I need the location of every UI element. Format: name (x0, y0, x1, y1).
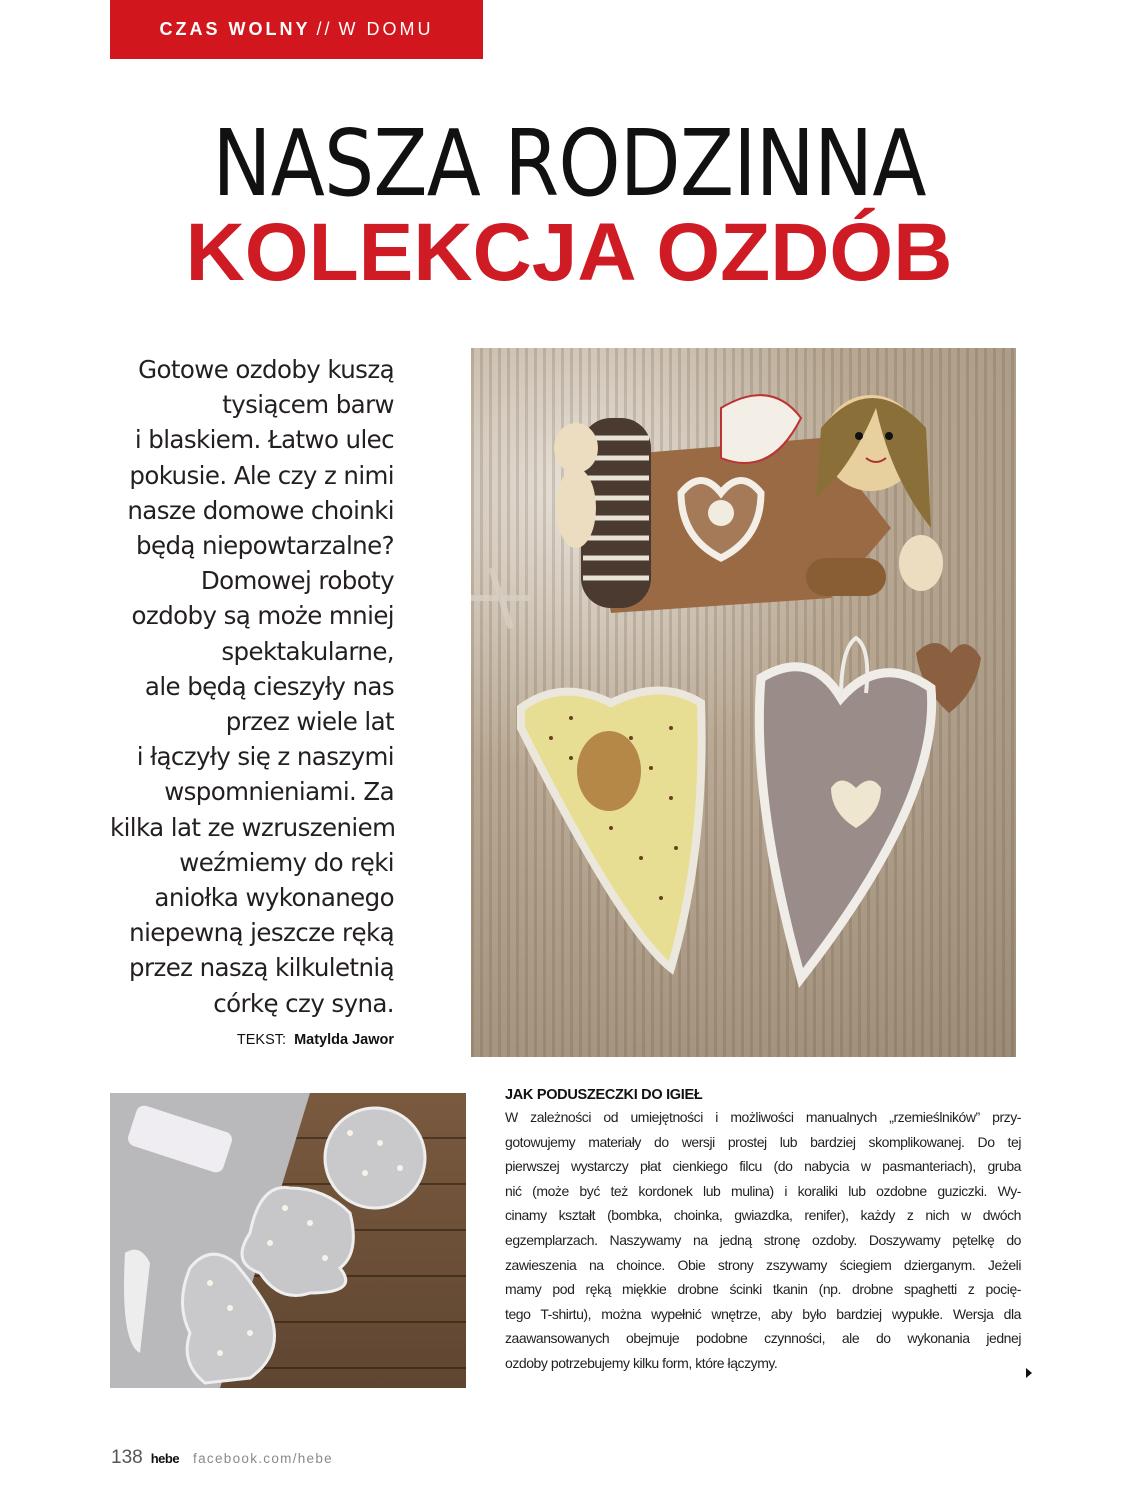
headline-line-1: NASZA RODZINNA (212, 110, 926, 217)
lead-line: pokusie. Ale czy z nimi (129, 460, 394, 490)
lead-line: aniołka wykonanego (154, 883, 394, 913)
sidebar-box-title: JAK PODUSZECZKI DO IGIEŁ (505, 1087, 703, 1103)
body-line: mamy pod ręką miękkie drobne ścinki tkanin (np. drobne spaghetti z pocię- (505, 1281, 1021, 1298)
main-photo (471, 348, 1016, 1057)
continue-arrow-icon (1026, 1368, 1032, 1378)
lead-line: nasze domowe choinki (127, 495, 394, 525)
body-line: pierwszej wystarczy płat cienkiego filcu (do nabycia w pasmanteriach), gruba (505, 1158, 1021, 1175)
body-line: nić (może być też kordonek lub mulina) i koraliki lub ozdobne guziczki. Wy- (505, 1182, 1021, 1199)
felt-ornaments-photo (110, 1093, 466, 1388)
lead-line: tysiącem barw (222, 390, 394, 420)
body-line: zawieszenia na choince. Obie strony zszywamy ściegiem dzierganym. Jeżeli (505, 1256, 1021, 1273)
felt-shapes (110, 1093, 466, 1388)
lead-line: spektakularne, (221, 636, 394, 666)
lead-line: Gotowe ozdoby kuszą (138, 355, 394, 384)
lead-line: przez naszą kilkuletnią (129, 953, 394, 983)
body-line: gotowujemy materiały do wersji prostej lub bardziej skomplikowanej. Do tej (505, 1133, 1021, 1150)
body-line: cinamy kształt (bombka, choinka, gwiazdka, renifer), każdy z nich w dwóch (505, 1207, 1021, 1224)
byline-label: TEKST: (236, 1032, 287, 1048)
byline-author: Matylda Jawor (294, 1032, 394, 1048)
body-line: zaawansowanych obejmuje podobne czynności, ale do wykonania jednej (505, 1330, 1021, 1347)
lead-line: i łączyły się z naszymi (136, 742, 394, 772)
body-line: tego T-shirtu), można wypełnić wnętrze, aby było bardziej wypukłe. Wersja dla (505, 1305, 1021, 1322)
section-category: CZAS WOLNY (159, 19, 311, 39)
page-number: 138 (111, 1447, 143, 1468)
lead-paragraph (110, 352, 394, 1021)
body-line: ozdoby potrzebujemy kilku form, które łączymy. (505, 1354, 778, 1371)
lead-line: niepewną jeszcze ręką (129, 918, 394, 948)
byline (110, 1032, 394, 1048)
ornaments-illustration (471, 348, 1016, 1057)
lead-line: córkę czy syna. (213, 988, 394, 1018)
lead-line: przez wiele lat (225, 707, 394, 737)
section-subcategory: W DOMU (338, 19, 434, 39)
lead-line: będą niepowtarzalne? (136, 531, 394, 561)
facebook-link[interactable]: facebook.com/hebe (193, 1451, 333, 1466)
sidebar-box-body (505, 1105, 1021, 1376)
lead-line: i blaskiem. Łatwo ulec (134, 425, 394, 455)
body-line: W zależności od umiejętności i możliwości manualnych „rzemieślników” przy- (505, 1109, 1021, 1125)
lead-line: ale będą cieszyły nas (144, 671, 394, 701)
brand-logo: hebe (150, 1451, 180, 1466)
body-line: egzemplarzach. Naszywamy na jedną stronę ozdoby. Doszywamy pętelkę do (505, 1231, 1021, 1248)
lead-line: weźmiemy do ręki (179, 847, 394, 877)
lead-line: wspomnieniami. Za (164, 777, 394, 807)
section-separator: // (316, 19, 333, 39)
page-footer (111, 1447, 333, 1469)
lead-line: Domowej roboty (200, 566, 394, 596)
headline-line-2: KOLEKCJA OZDÓB (185, 207, 953, 298)
lead-line: ozdoby są może mniej (131, 601, 394, 631)
section-banner (110, 0, 483, 59)
lead-line: kilka lat ze wzruszeniem (110, 812, 396, 842)
